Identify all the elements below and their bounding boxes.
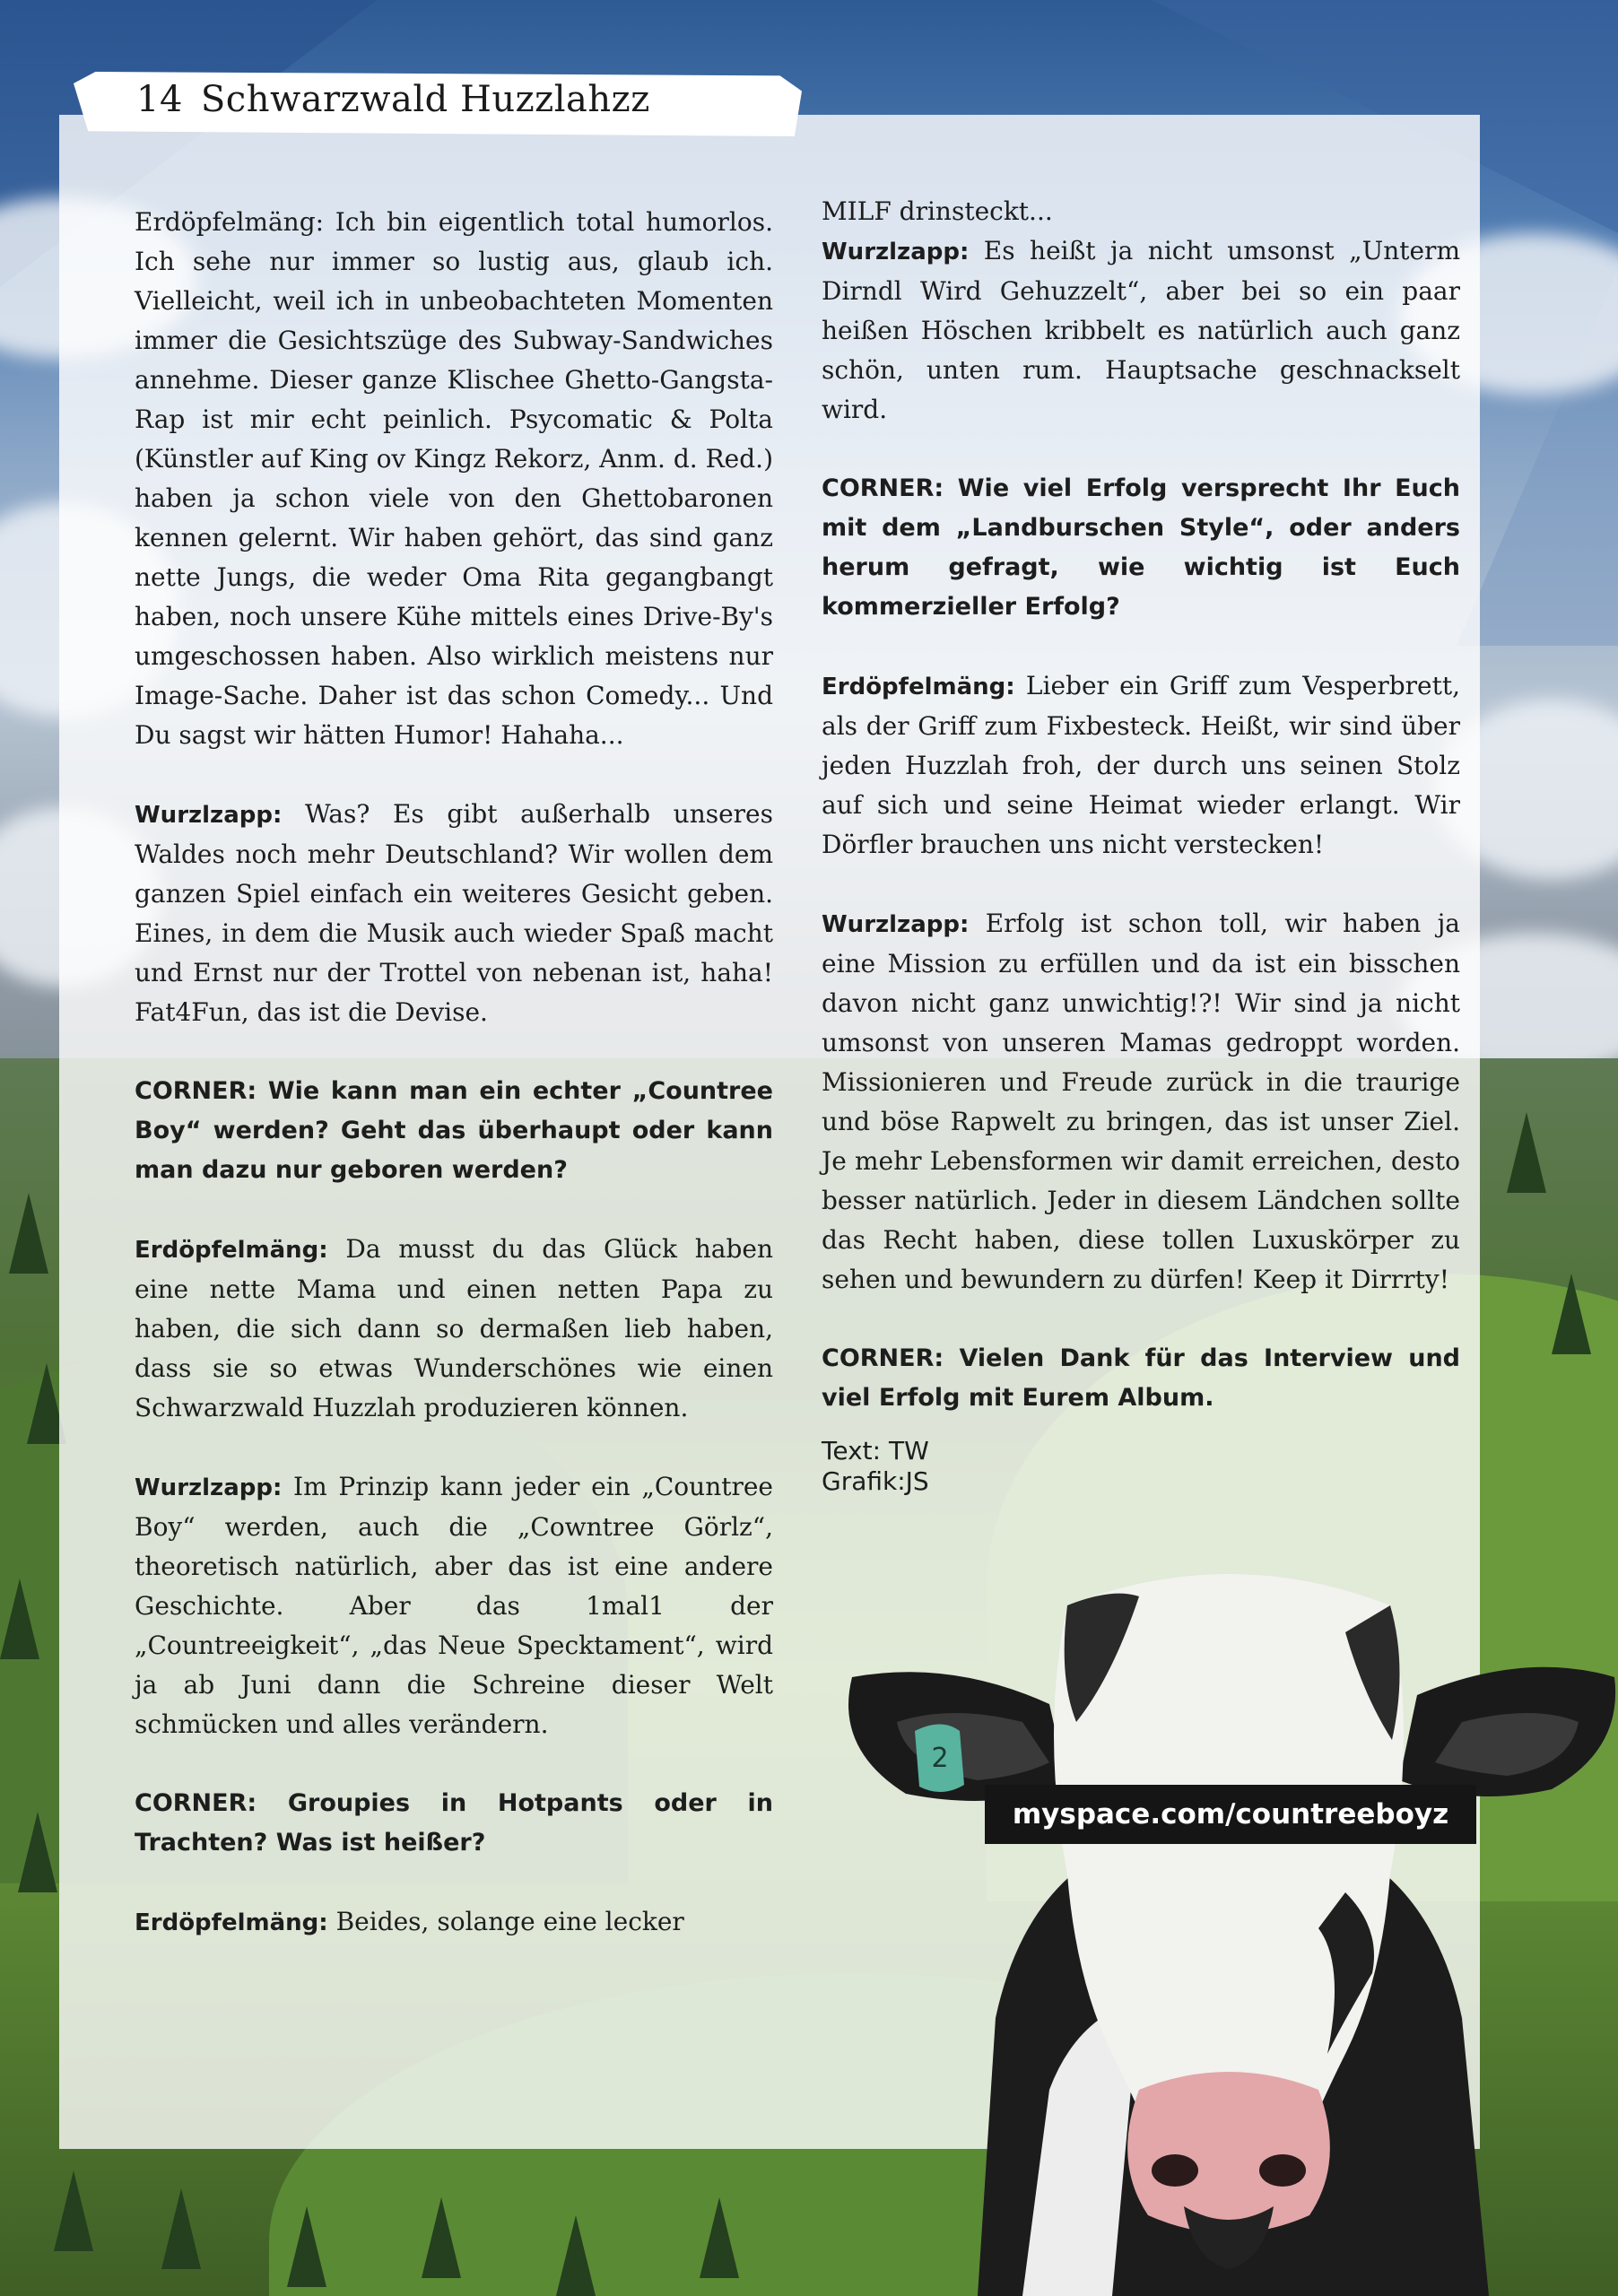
paragraph-text: Erdöpfelmäng: Ich bin eigentlich total humorlos. Ich sehe nur immer so lustig aus, glaub ich. Vielleicht, weil ich in unbeobachteten Momenten immer die Gesichtszüge des Subway-Sandwiches annehme. Dieser ganze Klischee Ghetto-Gangsta-Rap ist mir echt peinlich. Psycomatic & Polta (Künstler auf King ov Kingz Rekorz, Anm. d. Red.) haben ja schon viele von den Ghettobaronen kennen gelernt. Wir haben gehört, das sind ganz nette Jungs, die weder Oma Rita gegangbangt haben, noch unsere Kühe mittels eines Drive-By's umgeschossen haben. Also wirklich meistens nur Image-Sache. Daher ist das schon Comedy... Und Du sagst wir hätten Humor! Hahaha... — [135, 207, 773, 750]
page-title: Schwarzwald Huzzlahzz — [200, 79, 650, 120]
paragraph-text: Was? Es gibt außerhalb unseres Waldes noch mehr Deutschland? Wir wollen dem ganzen Spiel einfach ein weiteres Gesicht geben. Eines, in dem die Musik auch wieder Spaß macht und Ernst nur der Trottel von nebenan ist, haha! Fat4Fun, das ist die Devise. — [135, 799, 773, 1027]
paragraph-text: Erfolg ist schon toll, wir haben ja eine Mission zu erfüllen und da ist ein bisschen davon nicht ganz unwichtig!?! Wir sind ja nicht umsonst von unseren Mamas gedroppt worden. Missionieren und Freude zurück in die traurige und böse Rapwelt zu bringen, das ist unser Ziel. Je mehr Lebensformen wir damit erreichen, desto besser natürlich. Jeder in diesem Ländchen sollte das Recht haben, diese tollen Luxuskörper zu sehen und bewundern zu dürfen! Keep it Dirrrty! — [822, 909, 1460, 1294]
paragraph-text: Es heißt ja nicht umsonst „Unterm Dirndl Wird Gehuzzelt“, aber bei so ein paar heißen Höschen kribbelt es natürlich auch ganz schön, unten rum. Hauptsache geschnackselt wird. — [822, 236, 1460, 424]
interview-question: CORNER: Wie kann man ein echter „Countree Boy“ werden? Geht das überhaupt oder kann man dazu nur geboren werden? — [135, 1077, 773, 1184]
interview-question: CORNER: Vielen Dank für das Interview und viel Erfolg mit Eurem Album. — [822, 1344, 1460, 1412]
credits — [822, 1436, 1460, 1497]
speaker-name: Erdöpfelmäng: — [822, 674, 1015, 700]
ear-tag-number: 2 — [931, 1743, 949, 1774]
tree — [287, 2206, 326, 2287]
tree — [161, 2188, 201, 2269]
answer-paragraph — [135, 1467, 773, 1744]
tree — [0, 1578, 39, 1659]
speaker-name: Wurzlzapp: — [135, 1474, 283, 1501]
speaker-name: Wurzlzapp: — [822, 911, 970, 938]
page-number: 14 — [136, 79, 183, 120]
credit-text: Text: TW — [822, 1436, 929, 1465]
page-header — [136, 79, 650, 120]
cow-muzzle — [1127, 2072, 1330, 2233]
tree — [18, 1812, 57, 1892]
tree — [1507, 1112, 1546, 1193]
answer-paragraph — [135, 1902, 773, 1943]
paragraph-text: Lieber ein Griff zum Vesperbrett, als der Griff zum Fixbesteck. Heißt, wir sind über jeden Huzzlah froh, der durch uns seinen Stolz auf sich und seine Heimat wieder erlangt. Wir Dörfler brauchen uns nicht verstecken! — [822, 671, 1460, 859]
interview-question: CORNER: Groupies in Hotpants oder in Trachten? Was ist heißer? — [135, 1789, 773, 1857]
answer-paragraph — [135, 1230, 773, 1428]
answer-paragraph — [822, 904, 1460, 1300]
answer-paragraph — [135, 203, 773, 755]
speaker-name: Wurzlzapp: — [822, 239, 970, 265]
paragraph-text: Im Prinzip kann jeder ein „Countree Boy“ werden, auch die „Cowntree Görlz“, theoretisch natürlich, aber das ist eine andere Geschichte. Aber das 1mal1 der „Countreeigkeit“, „das Neue Specktament“, wird ja ab Juni dann die Schreine dieser Welt schmücken und alles verändern. — [135, 1472, 773, 1739]
interview-question: CORNER: Wie viel Erfolg versprecht Ihr Euch mit dem „Landburschen Style“, oder anders herum gefragt, wie wichtig ist Euch kommerzieller Erfolg? — [822, 474, 1460, 621]
paragraph-text: Beides, solange eine lecker — [327, 1907, 684, 1936]
speaker-name: Erdöpfelmäng: — [135, 1909, 328, 1936]
answer-paragraph — [822, 666, 1460, 865]
answer-paragraph — [822, 231, 1460, 430]
article-column-right — [822, 192, 1460, 1497]
speaker-name: Erdöpfelmäng: — [135, 1237, 328, 1264]
continued-text: MILF drinsteckt... — [822, 196, 1053, 226]
tree — [700, 2197, 739, 2278]
article-column-left — [135, 203, 773, 1943]
tree — [9, 1193, 48, 1274]
myspace-url-label: myspace.com/countreeboyz — [985, 1785, 1476, 1844]
paragraph-text: Da musst du das Glück haben eine nette Mama und einen netten Papa zu haben, die sich dann so dermaßen lieb haben, dass sie so etwas Wunderschönes wie einen Schwarzwald Huzzlah produzieren können. — [135, 1234, 773, 1422]
tree — [1552, 1274, 1591, 1354]
answer-paragraph — [135, 795, 773, 1032]
tree — [422, 2197, 461, 2278]
tree — [54, 2170, 93, 2251]
cow-illustration — [843, 1552, 1618, 2296]
speaker-name: Wurzlzapp: — [135, 802, 283, 829]
tree — [556, 2215, 596, 2296]
credit-graphic: Grafik:JS — [822, 1466, 929, 1496]
